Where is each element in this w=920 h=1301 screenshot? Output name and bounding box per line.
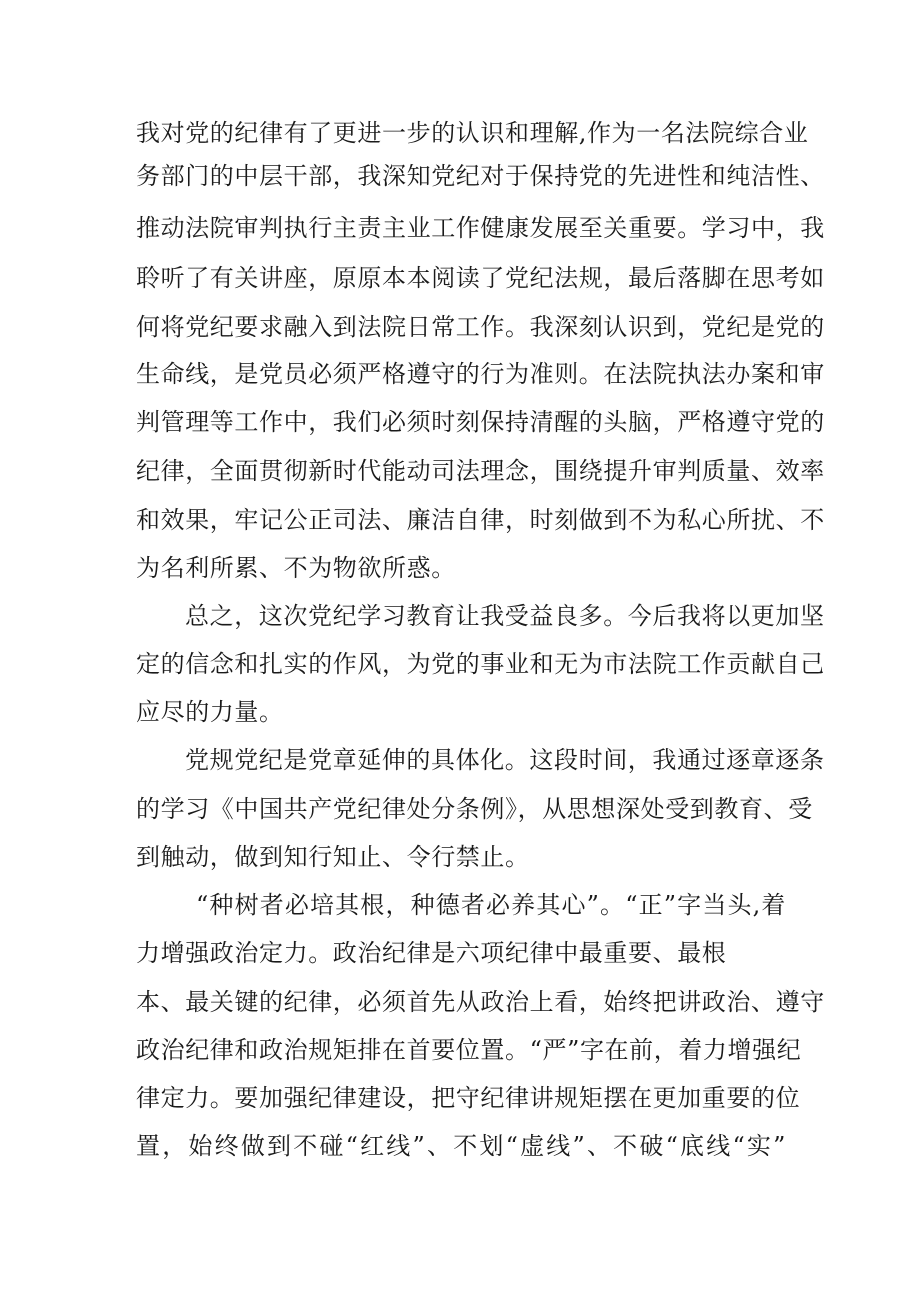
paragraph-line: 为名利所累、不为物欲所惑。 [136,554,456,582]
paragraph-line: 定的信念和扎实的作风，为党的事业和无为市法院工作贡献自己 [136,650,825,678]
paragraph-line: 生命线，是党员必须严格遵守的行为准则。在法院执法办案和审 [136,360,825,388]
paragraph-line: 聆听了有关讲座，原原本本阅读了党纪法规，最后落脚在思考如 [136,264,825,292]
paragraph-line: 务部门的中层干部，我深知党纪对于保持党的先进性和纯洁性、 [136,162,825,190]
paragraph-line: 置，始终做到不碰“红线”、不划“虚线”、不破“底线“实” [136,1132,786,1160]
paragraph-line: 判管理等工作中，我们必须时刻保持清醒的头脑，严格遵守党的 [136,408,825,436]
paragraph-line: 和效果，牢记公正司法、廉洁自律，时刻做到不为私心所扰、不 [136,506,825,534]
paragraph-first-line: 总之，这次党纪学习教育让我受益良多。今后我将以更加坚 [185,602,825,630]
paragraph-first-line: 党规党纪是党章延伸的具体化。这段时间，我通过逐章逐条 [185,746,825,774]
paragraph-line: 政治纪律和政治规矩排在首要位置。“严”字在前，着力增强纪 [136,1036,802,1064]
paragraph-line: 纪律，全面贯彻新时代能动司法理念，围绕提升审判质量、效率 [136,457,825,485]
paragraph-line: 何将党纪要求融入到法院日常工作。我深刻认识到，党纪是党的 [136,313,825,341]
paragraph-line: 的学习《中国共产党纪律处分条例》，从思想深处受到教育、受 [136,795,813,823]
paragraph-line: 律定力。要加强纪律建设，把守纪律讲规矩摆在更加重要的位 [136,1084,801,1112]
paragraph-line: 我对党的纪律有了更进一步的认识和理解,作为一名法院综合业 [136,119,809,147]
paragraph-line: 应尽的力量。 [136,698,284,726]
paragraph-line: 推动法院审判执行主责主业工作健康发展至关重要。学习中，我 [136,214,825,242]
paragraph-first-line: “种树者必培其根，种德者必养其心”。“正”字当头,着 [196,891,786,919]
paragraph-line: 本、最关键的纪律，必须首先从政治上看，始终把讲政治、遵守 [136,988,825,1016]
paragraph-line: 到触动，做到知行知止、令行禁止。 [136,843,530,871]
paragraph-line: 力增强政治定力。政治纪律是六项纪律中最重要、最根 [136,939,727,967]
